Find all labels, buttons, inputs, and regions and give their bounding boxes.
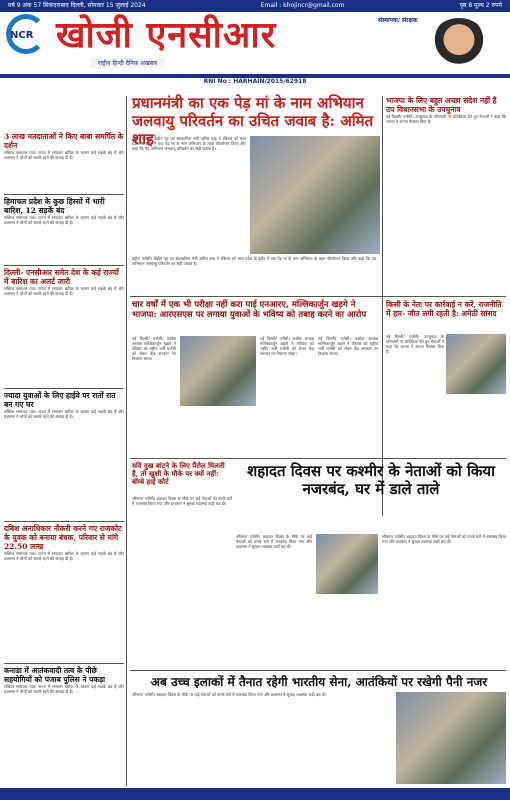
left-headline-1: 3 लाख मतदाताओं ने किए बाबा समर्पित के दर्शन: [4, 132, 124, 150]
lead-body-2: इंदौर/ एजेंसी। केंद्रीय गृह एवं सहकारिता मंत्री अमित शाह ने रविवार को मध्य प्रदेश के इंदौर में एक पेड़ मां के नाम अभियान के तहत पौधरोपण किया और कहा कि यह अभियान जलवायु परिवर्तन का सही जवाब है।: [132, 256, 376, 266]
mid-photo: [180, 336, 256, 406]
founder-photo: [430, 18, 488, 72]
lead-body-1: इंदौर/ एजेंसी। केंद्रीय गृह एवं सहकारिता मंत्री अमित शाह ने रविवार को मध्य प्रदेश के इंदौर में एक पेड़ मां के नाम अभियान के तहत पौधरोपण किया और कहा कि यह अभियान जलवायु परिवर्तन का सही जवाब है।: [132, 136, 246, 151]
founder-label: संस्थापक/ संरक्षक: [378, 17, 418, 24]
left-body-5: संक्षिप्त समाचार पाठ। राज्य में लगातार बारिश के कारण कई सड़कें बंद हैं और प्रशासन ने लोगों को सतर्क रहने की सलाह दी है।: [4, 551, 124, 561]
mid-body-2: नई दिल्ली/ एजेंसी। कांग्रेस अध्यक्ष मल्लिकार्जुन खड़गे ने रविवार को राष्ट्रीय भर्ती एजेंसी को लेकर केंद्र सरकार पर निशाना साधा।: [260, 336, 314, 356]
left-body-6: संक्षिप्त समाचार पाठ। राज्य में लगातार बारिश के कारण कई सड़कें बंद हैं और प्रशासन ने लोगों को सतर्क रहने की सलाह दी है।: [4, 684, 124, 694]
parole-headline: यदि दुख बांटने के लिए पैरोल मिलती है, तो खुशी के मौके पर क्यों नहीं: बॉम्बे हाई कोर्ट: [132, 461, 225, 486]
newspaper-title: खोजी एनसीआर: [56, 14, 277, 56]
masthead-topbar: [0, 0, 510, 12]
kashmir-headline: शहादत दिवस पर कश्मीर के नेताओं को किया नजरबंद, घर में डाले ताले: [247, 462, 495, 498]
parole-body: श्रीनगर/ एजेंसी। शहादत दिवस के मौके पर कई नेताओं को उनके घरों में नजरबंद किया गया और प्रशासन ने सुरक्षा व्यवस्था कड़ी कर दी।: [132, 496, 232, 506]
right-body-1: नई दिल्ली/ एजेंसी। उपचुनाव के परिणामों पर प्रतिक्रिया देते हुए नेताओं ने कहा कि जनता ने अपना फैसला दिया है।: [386, 114, 506, 124]
divider: [130, 296, 506, 297]
army-photo: [396, 692, 506, 784]
rni-number: RNI No : HARHAIN/2015/62918: [203, 78, 307, 85]
page-price: पृष्ठ 8 मूल्य 2 रुपये: [459, 2, 502, 9]
lead-photo: [250, 136, 380, 254]
divider: [130, 458, 506, 459]
left-body-3: संक्षिप्त समाचार पाठ। राज्य में लगातार बारिश के कारण कई सड़कें बंद हैं और प्रशासन ने लोगों को सतर्क रहने की सलाह दी है।: [4, 286, 124, 296]
right-headline-2: किसी के नेता पर कार्रवाई न करें, राजनीति में हार- जीत लगी रहती है: अमेठी सांसद: [386, 300, 502, 318]
right-column: [386, 96, 506, 288]
kashmir-body-1: श्रीनगर/ एजेंसी। शहादत दिवस के मौके पर कई नेताओं को उनके घरों में नजरबंद किया गया और प्रशासन ने सुरक्षा व्यवस्था कड़ी कर दी।: [236, 534, 312, 549]
divider: [4, 663, 124, 664]
mid-body-3: नई दिल्ली/ एजेंसी। कांग्रेस अध्यक्ष मल्लिकार्जुन खड़गे ने रविवार को राष्ट्रीय भर्ती एजेंसी को लेकर केंद्र सरकार पर निशाना साधा।: [318, 336, 378, 356]
divider: [130, 670, 506, 671]
left-body-1: संक्षिप्त समाचार पाठ। राज्य में लगातार बारिश के कारण कई सड़कें बंद हैं और प्रशासन ने लोगों को सतर्क रहने की सलाह दी है।: [4, 150, 124, 160]
left-headline-6: कनाडा में आतंकवादी तत्व के पीछे सहयोगियों को पंजाब पुलिस ने पकड़ा: [4, 666, 106, 684]
kashmir-body-2: श्रीनगर/ एजेंसी। शहादत दिवस के मौके पर कई नेताओं को उनके घरों में नजरबंद किया गया और प्रशासन ने सुरक्षा व्यवस्था कड़ी कर दी।: [382, 534, 506, 544]
left-headline-3: दिल्ली- एनसीआर समेत देश के कई राज्यों में बारिश का अलर्ट जारी: [4, 268, 119, 286]
army-body: श्रीनगर/ एजेंसी। शहादत दिवस के मौके पर कई नेताओं को उनके घरों में नजरबंद किया गया और प्रशासन ने सुरक्षा व्यवस्था कड़ी कर दी।: [132, 692, 327, 697]
left-headline-2: हिमाचल प्रदेश के कुछ हिस्सों में भारी बारिश, 12 सड़कें बंद: [4, 197, 105, 215]
left-headline-4: ज्यादा युवाओं के लिए हाईवे पर रातों रात बन गए घर: [4, 391, 116, 409]
divider: [4, 388, 124, 389]
divider: [4, 521, 124, 522]
mid-headline: चार वर्षों में एक भी परीक्षा नहीं करा पाई एनआरए, मल्लिकार्जुन खड़गे ने भाजपा: आरएसएस पर लगाया युवाओं के भविष्य को तबाह करने का आरोप: [132, 300, 367, 320]
column-rule: [126, 96, 127, 786]
email: Email : khojincr@gmail.com: [260, 2, 345, 9]
left-body-4: संक्षिप्त समाचार पाठ। राज्य में लगातार बारिश के कारण कई सड़कें बंद हैं और प्रशासन ने लोगों को सतर्क रहने की सलाह दी है।: [4, 409, 124, 419]
right-body-2: नई दिल्ली/ एजेंसी। उपचुनाव के परिणामों पर प्रतिक्रिया देते हुए नेताओं ने कहा कि जनता ने अपना फैसला दिया है।: [386, 334, 444, 354]
divider: [4, 265, 124, 266]
lead-headline: प्रधानमंत्री का एक पेड़ मां के नाम अभियान जलवायु परिवर्तन का उचित जवाब है: अमित शाह: [132, 94, 374, 148]
left-headline-5: दबिश अनाधिकार नौकरी करने गए राजकोट के युवक को बनाया बंधक, परिवार से मांगे 22.50 लाख: [4, 524, 122, 551]
logo-ncr: NCR: [10, 30, 34, 41]
left-column: [4, 92, 124, 732]
army-headline: अब उच्च इलाकों में तैनात रहेगी भारतीय सेना, आतंकियों पर रखेगी पैनी नजर: [150, 675, 488, 689]
footer-bar: [0, 788, 510, 800]
column-rule: [382, 96, 383, 516]
mid-body-1: नई दिल्ली/ एजेंसी। कांग्रेस अध्यक्ष मल्लिकार्जुन खड़गे ने रविवार को राष्ट्रीय भर्ती एजेंसी को लेकर केंद्र सरकार पर निशाना साधा।: [132, 336, 176, 361]
divider: [4, 194, 124, 195]
kashmir-photo: [316, 534, 378, 594]
tagline: राष्ट्रीय हिन्दी दैनिक अखबार: [90, 58, 165, 68]
issue-info: वर्ष 9 अंक 57 सिकंदराबाद दिल्ली, सोमवार 15 जुलाई 2024: [8, 2, 146, 9]
right-headline-1: भाजपा के लिए बहुत अच्छा संदेश नहीं है उप विधानसभा के उपचुनाव: [386, 96, 497, 114]
right-photo: [446, 334, 506, 394]
left-body-2: संक्षिप्त समाचार पाठ। राज्य में लगातार बारिश के कारण कई सड़कें बंद हैं और प्रशासन ने लोगों को सतर्क रहने की सलाह दी है।: [4, 215, 124, 225]
